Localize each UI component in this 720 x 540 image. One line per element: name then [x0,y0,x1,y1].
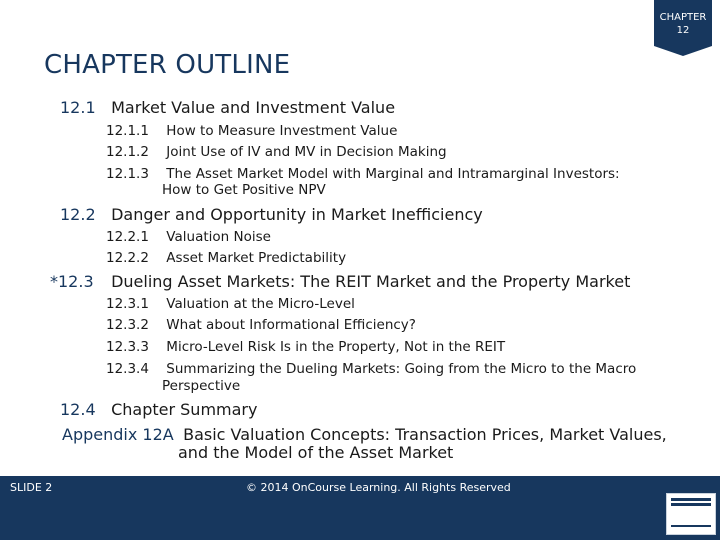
slide-number: SLIDE 2 [10,481,53,494]
outline-item-12-2-2 [106,250,346,266]
section-label: Dueling Asset Markets: The REIT Market and the Property Market [111,272,631,291]
item-label: The Asset Market Model with Marginal and Intramarginal Investors: [166,166,620,182]
outline-item-12-3-4 [106,361,636,377]
item-number: 12.3.3 [106,339,149,355]
publisher-logo-icon [666,493,716,535]
outline-appendix-12a [62,425,667,444]
outline-section-12-4 [60,400,257,419]
item-label: How to Measure Investment Value [166,123,398,139]
chapter-badge [654,0,712,46]
outline-section-12-2 [60,205,483,224]
item-number: 12.1.2 [106,144,149,160]
item-number: 12.2.1 [106,229,149,245]
section-number: *12.3 [50,272,94,291]
item-number: 12.2.2 [106,250,149,266]
outline-appendix-12a-continued: and the Model of the Asset Market [178,443,454,462]
outline-section-12-1 [60,98,395,117]
section-label: Chapter Summary [111,400,258,419]
section-label: Market Value and Investment Value [111,98,396,117]
appendix-label: Basic Valuation Concepts: Transaction Prices, Market Values, [183,425,667,444]
chapter-badge-label: CHAPTER [659,12,707,23]
outline-item-12-1-3-continued: How to Get Positive NPV [162,182,326,198]
page-title: CHAPTER OUTLINE [44,50,291,80]
outline-section-12-3 [50,272,630,291]
item-label: Valuation at the Micro-Level [166,296,355,312]
outline-item-12-1-3 [106,166,620,182]
section-number: 12.4 [60,400,96,419]
item-label: Asset Market Predictability [166,250,347,266]
section-number: 12.2 [60,205,96,224]
outline-item-12-1-1 [106,123,397,139]
section-label: Danger and Opportunity in Market Inefficiency [111,205,483,224]
copyright-notice: © 2014 OnCourse Learning. All Rights Reserved [246,481,511,494]
appendix-number: Appendix 12A [62,425,174,444]
item-label: What about Informational Efficiency? [166,317,416,333]
outline-item-12-3-1 [106,296,355,312]
outline-item-12-2-1 [106,229,271,245]
item-label: Valuation Noise [166,229,271,245]
item-number: 12.1.3 [106,166,149,182]
outline-item-12-3-2 [106,317,416,333]
item-number: 12.3.1 [106,296,149,312]
section-number: 12.1 [60,98,96,117]
chapter-badge-number: 12 [676,25,690,36]
item-label: Summarizing the Dueling Markets: Going from the Micro to the Macro [166,361,637,377]
item-label: Joint Use of IV and MV in Decision Making [166,144,447,160]
item-number: 12.3.4 [106,361,149,377]
item-number: 12.1.1 [106,123,149,139]
outline-item-12-3-4-continued: Perspective [162,378,241,394]
outline-item-12-3-3 [106,339,505,355]
outline-item-12-1-2 [106,144,447,160]
item-label: Micro-Level Risk Is in the Property, Not in the REIT [166,339,506,355]
item-number: 12.3.2 [106,317,149,333]
